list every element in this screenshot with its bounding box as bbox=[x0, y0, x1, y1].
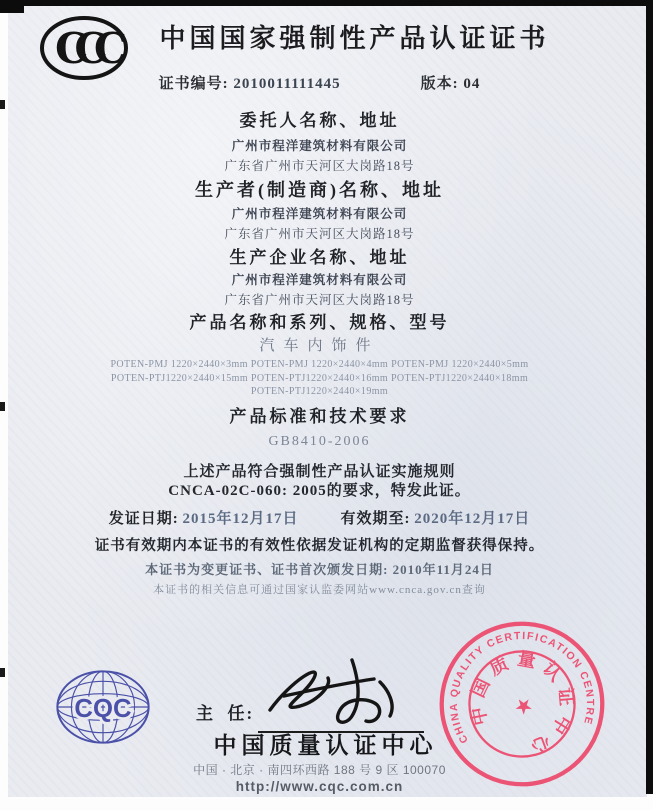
info-note: 本证书的相关信息可通过国家认监委网站www.cnca.gov.cn查询 bbox=[153, 583, 486, 596]
director-label: 主 任: bbox=[196, 704, 255, 723]
certificate-number-label: 证书编号: bbox=[158, 76, 229, 92]
footer-website: http://www.cqc.com.cn bbox=[235, 779, 404, 794]
factory-heading: 生产企业名称、地址 bbox=[229, 248, 410, 267]
expiry-date-label: 有效期至: bbox=[340, 510, 411, 527]
statement-line2: CNCA-02C-060: 2005的要求，特发此证。 bbox=[168, 482, 471, 499]
validity-note: 证书有效期内本证书的有效性依据发证机构的定期监督获得保持。 bbox=[94, 537, 545, 554]
version bbox=[421, 74, 481, 94]
certificate-title: 中国国家强制性产品认证证书 bbox=[159, 24, 550, 53]
product-name: 汽车内饰件 bbox=[259, 338, 380, 354]
factory-name: 广州市程洋建筑材料有限公司 bbox=[231, 273, 408, 287]
manufacturer-name: 广州市程洋建筑材料有限公司 bbox=[231, 207, 408, 221]
standard-value: GB8410-2006 bbox=[268, 433, 371, 449]
change-note: 本证书为变更证书、证书首次颁发日期: 2010年11月24日 bbox=[145, 561, 494, 577]
scan-edge-right bbox=[646, 0, 653, 794]
ccc-letters: CCC bbox=[55, 24, 114, 73]
standard-heading: 产品标准和技术要求 bbox=[229, 406, 410, 426]
statement-line1: 上述产品符合强制性产品认证实施规则 bbox=[183, 463, 456, 480]
issue-date-value: 2015年12月17日 bbox=[182, 510, 299, 527]
stamp-inner-text: 中国质量认证中心 bbox=[466, 648, 578, 760]
product-heading: 产品名称和系列、规格、型号 bbox=[189, 313, 450, 332]
cqc-letters: CQC bbox=[74, 694, 132, 723]
issue-date-label: 发证日期: bbox=[108, 510, 179, 527]
manufacturer-heading: 生产者(制造商)名称、地址 bbox=[195, 180, 444, 200]
ccc-logo-icon bbox=[38, 14, 130, 82]
certificate-number-value: 2010011111445 bbox=[233, 76, 341, 92]
applicant-address: 广东省广州市天河区大岗路18号 bbox=[224, 159, 415, 173]
certificate-number bbox=[159, 74, 341, 94]
factory-address: 广东省广州市天河区大岗路18号 bbox=[224, 293, 415, 307]
version-value: 04 bbox=[463, 76, 481, 92]
expiry-date bbox=[341, 509, 531, 529]
stamp-ring-text: CHINA QUALITY CERTIFICATION CENTRE bbox=[447, 629, 597, 746]
product-models: POTEN-PMJ 1220×2440×3mm POTEN-PMJ 1220×2440×4mm POTEN-PMJ 1220×2440×5mm POTEN-PTJ1220×2440×15mm POTEN-PTJ1220×2440×16mm POTEN-PTJ1220×2440×18mm POTEN-PTJ1220×2440×19mm bbox=[110, 359, 529, 397]
stamp-star-icon: ★ bbox=[508, 690, 539, 722]
footer-address: 中国 · 北京 · 南四环西路 188 号 9 区 100070 bbox=[193, 763, 446, 777]
organization-name: 中国质量认证中心 bbox=[213, 733, 438, 758]
manufacturer-address: 广东省广州市天河区大岗路18号 bbox=[224, 227, 415, 241]
applicant-heading: 委托人名称、地址 bbox=[239, 111, 400, 130]
issue-date bbox=[109, 509, 299, 529]
expiry-date-value: 2020年12月17日 bbox=[414, 510, 531, 527]
dates-row bbox=[0, 509, 639, 529]
applicant-name: 广州市程洋建筑材料有限公司 bbox=[231, 139, 408, 153]
director-signature bbox=[256, 652, 426, 732]
version-label: 版本: bbox=[420, 76, 459, 92]
